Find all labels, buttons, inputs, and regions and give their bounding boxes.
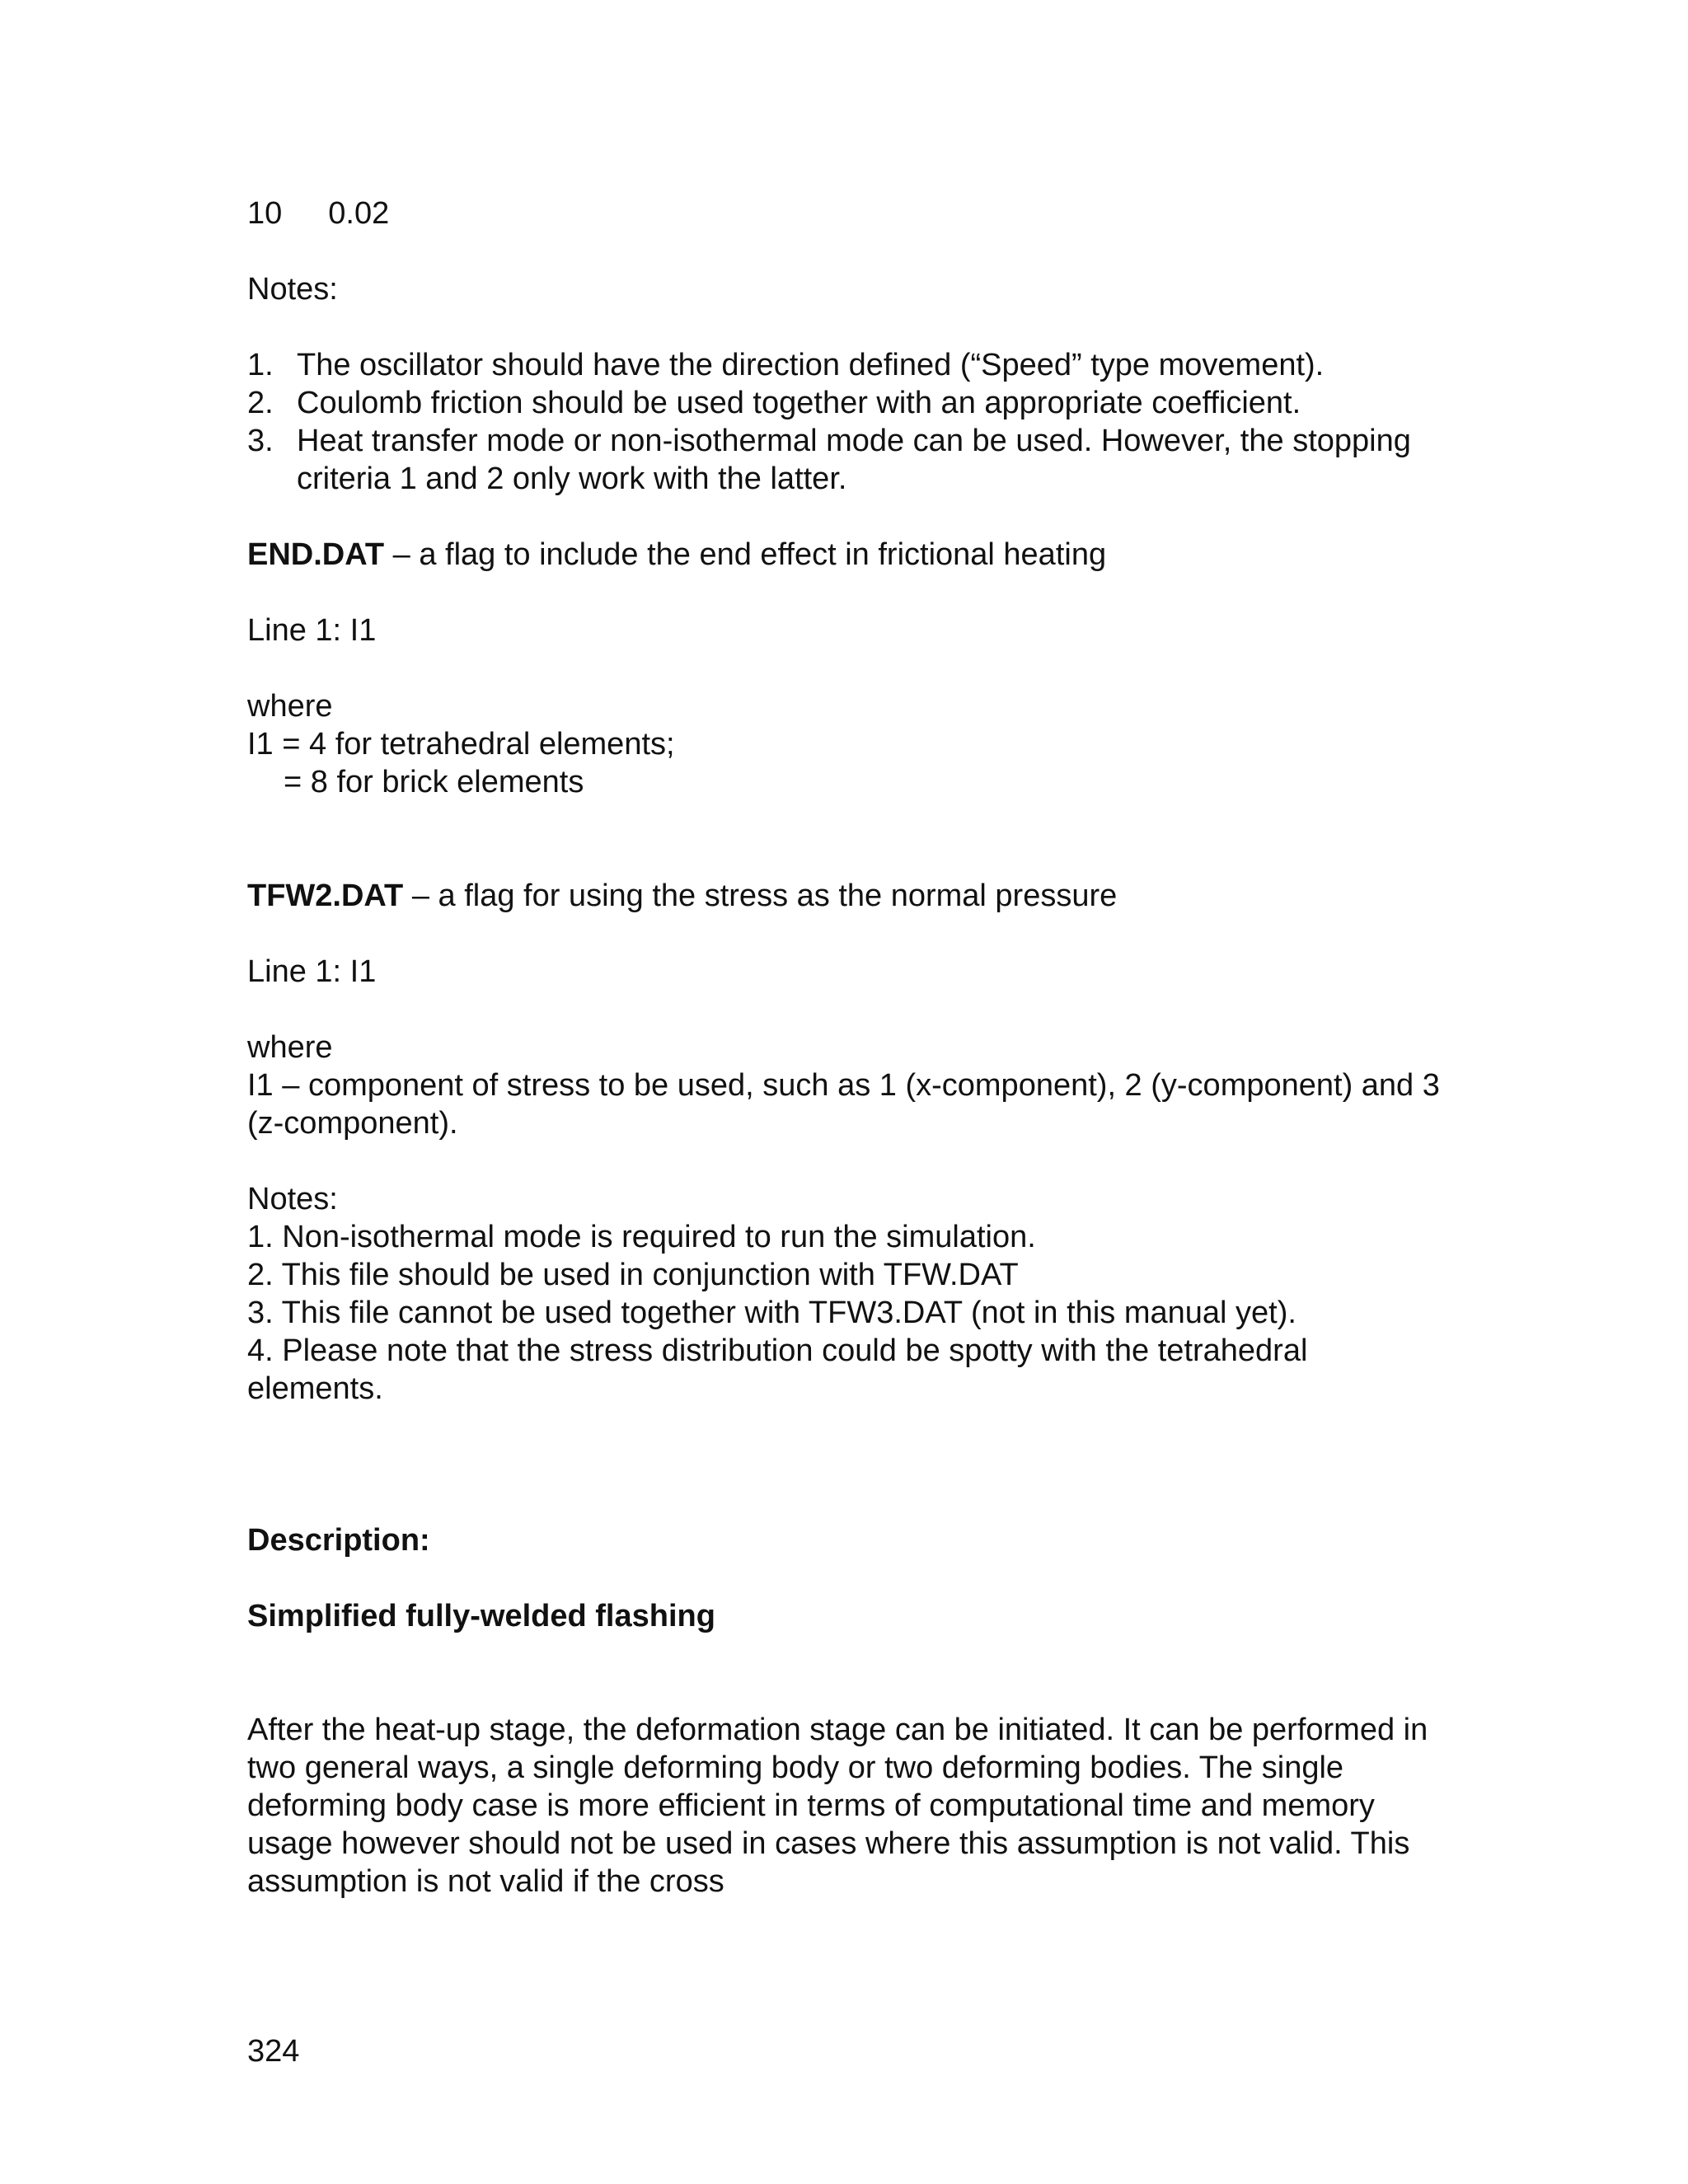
document-page [247, 194, 1451, 1900]
list-item-text: Heat transfer mode or non-isothermal mode can be used. However, the stopping criteria 1 and 2 only work with the latter. [297, 424, 1411, 496]
tfw2-dat-line1: Line 1: I1 [247, 954, 377, 989]
notes-heading: Notes: [247, 1182, 338, 1216]
end-dat-description: – a flag to include the end effect in frictional heating [384, 537, 1107, 572]
list-item [247, 346, 1451, 384]
list-item-number: 2. [247, 386, 274, 420]
notes-heading: Notes: [247, 272, 338, 307]
list-item-text: The oscillator should have the direction defined (“Speed” type movement). [297, 348, 1325, 382]
tfw2-dat-filename: TFW2.DAT [247, 879, 404, 913]
end-dat-definition-2: = 8 for brick elements [284, 765, 584, 799]
list-item [247, 422, 1451, 498]
end-dat-where: where [247, 689, 333, 724]
list-item: 2. This file should be used in conjunction with TFW.DAT [247, 1258, 1019, 1292]
description-subheading: Simplified fully-welded flashing [247, 1599, 715, 1633]
list-item: 1. Non-isothermal mode is required to run the simulation. [247, 1220, 1036, 1254]
list-item-number: 1. [247, 348, 274, 382]
tfw2-dat-definition: I1 – component of stress to be used, such as 1 (x-component), 2 (y-component) and 3 (z-component). [247, 1068, 1440, 1141]
list-item [247, 384, 1451, 422]
description-heading: Description: [247, 1523, 430, 1558]
list-item-number: 3. [247, 424, 274, 458]
value-col-2: 0.02 [328, 196, 390, 231]
end-dat-line1: Line 1: I1 [247, 613, 377, 648]
description-paragraph: After the heat-up stage, the deformation stage can be initiated. It can be performed in two general ways, a single deforming body or two deforming bodies. The single deforming body case is more efficient in terms of computational time and memory usage however should not be used in cases where this assumption is not valid. This assumption is not valid if the cross [247, 1713, 1428, 1899]
list-item-text: Coulomb friction should be used together with an appropriate coefficient. [297, 386, 1301, 420]
end-dat-title [247, 536, 1451, 574]
list-item: 3. This file cannot be used together with TFW3.DAT (not in this manual yet). [247, 1296, 1296, 1330]
list-item: 4. Please note that the stress distribution could be spotty with the tetrahedral elements. [247, 1333, 1308, 1406]
tfw2-dat-description: – a flag for using the stress as the normal pressure [403, 879, 1118, 913]
value-line [247, 194, 1451, 232]
notes-list [247, 346, 1451, 498]
page-number: 324 [247, 2034, 300, 2069]
tfw2-dat-where: where [247, 1030, 333, 1065]
end-dat-filename: END.DAT [247, 537, 385, 572]
end-dat-definition-1: I1 = 4 for tetrahedral elements; [247, 727, 675, 762]
value-col-1: 10 [247, 196, 283, 231]
tfw2-dat-title [247, 877, 1451, 915]
